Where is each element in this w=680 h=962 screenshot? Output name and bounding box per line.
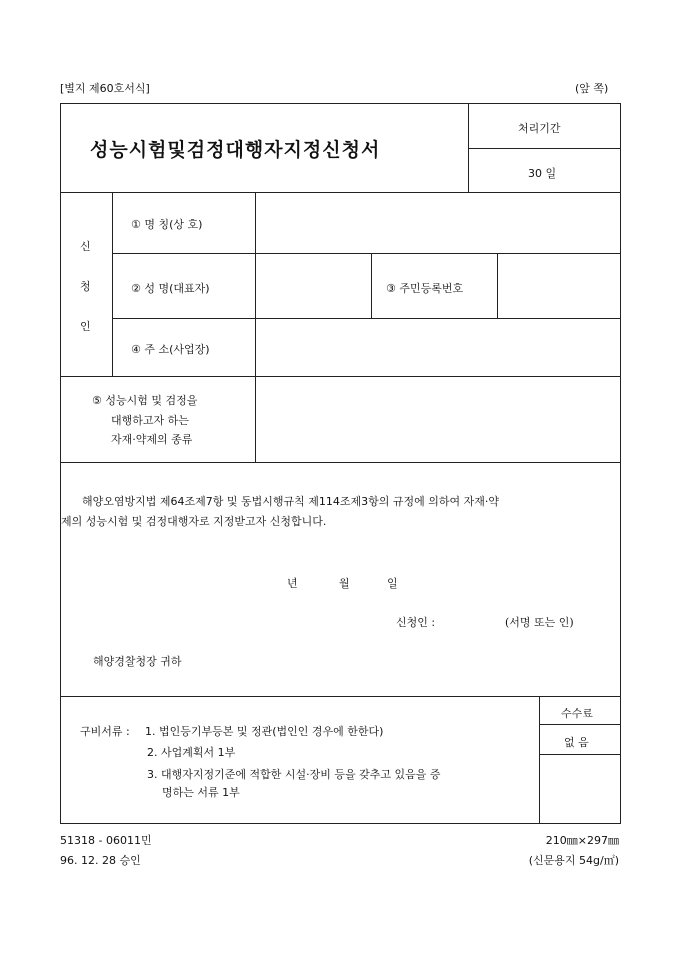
- fee-value: 없 음: [564, 736, 589, 749]
- processing-period-value: 30 일: [528, 167, 557, 180]
- document-item-1: 1. 법인등기부등본 및 정관(법인인 경우에 한한다): [145, 725, 384, 738]
- address-field[interactable]: [258, 321, 618, 374]
- signature-note: (서명 또는 인): [505, 616, 574, 629]
- materials-label-line3: 자재·약제의 종류: [111, 433, 193, 446]
- applicant-signature-label: 신청인 :: [396, 616, 436, 629]
- address-label: ④ 주 소(사업장): [131, 343, 210, 356]
- statement-line2: 제의 성능시험 및 검정대행자로 지정받고자 신청합니다.: [61, 515, 327, 528]
- representative-label: ② 성 명(대표자): [131, 282, 210, 295]
- approval-date: 96. 12. 28 승인: [60, 854, 141, 867]
- name-label: ① 명 칭(상 호): [131, 218, 203, 231]
- date-month: 월: [339, 577, 350, 590]
- applicant-group-char-1: 신: [80, 240, 91, 253]
- form-code: 51318 - 06011민: [60, 834, 152, 847]
- page-side-label: (앞 쪽): [575, 82, 609, 95]
- form-title: 성능시험및검정대행자지정신청서: [90, 139, 381, 161]
- addressee: 해양경찰청장 귀하: [93, 655, 182, 668]
- name-field[interactable]: [258, 196, 618, 250]
- paper-type: (신문용지 54g/㎡): [528, 854, 619, 867]
- resident-number-label: ③ 주민등록번호: [386, 282, 464, 295]
- materials-label-line1: ⑤ 성능시험 및 검정을: [92, 394, 198, 407]
- form-number: [별지 제60호서식]: [60, 82, 150, 95]
- document-item-2: 2. 사업계획서 1부: [147, 746, 236, 759]
- processing-period-label: 처리기간: [518, 122, 561, 135]
- documents-label: 구비서류 :: [80, 725, 130, 738]
- applicant-group-char-3: 인: [80, 320, 91, 333]
- materials-label-line2: 대행하고자 하는: [111, 414, 189, 427]
- materials-field[interactable]: [258, 380, 618, 460]
- paper-size: 210㎜×297㎜: [545, 834, 619, 847]
- document-item-3b: 명하는 서류 1부: [162, 786, 240, 799]
- resident-number-field[interactable]: [500, 256, 618, 316]
- document-item-3a: 3. 대행자지정기준에 적합한 시설·장비 등을 갖추고 있음을 증: [147, 768, 441, 781]
- statement-line1: 해양오염방지법 제64조제7항 및 동법시행규칙 제114조제3항의 규정에 의하여 자재·약: [82, 495, 499, 508]
- fee-label: 수수료: [561, 707, 593, 720]
- representative-field[interactable]: [258, 256, 368, 316]
- date-year: 년: [287, 577, 298, 590]
- applicant-group-char-2: 청: [80, 280, 91, 293]
- date-day: 일: [387, 577, 398, 590]
